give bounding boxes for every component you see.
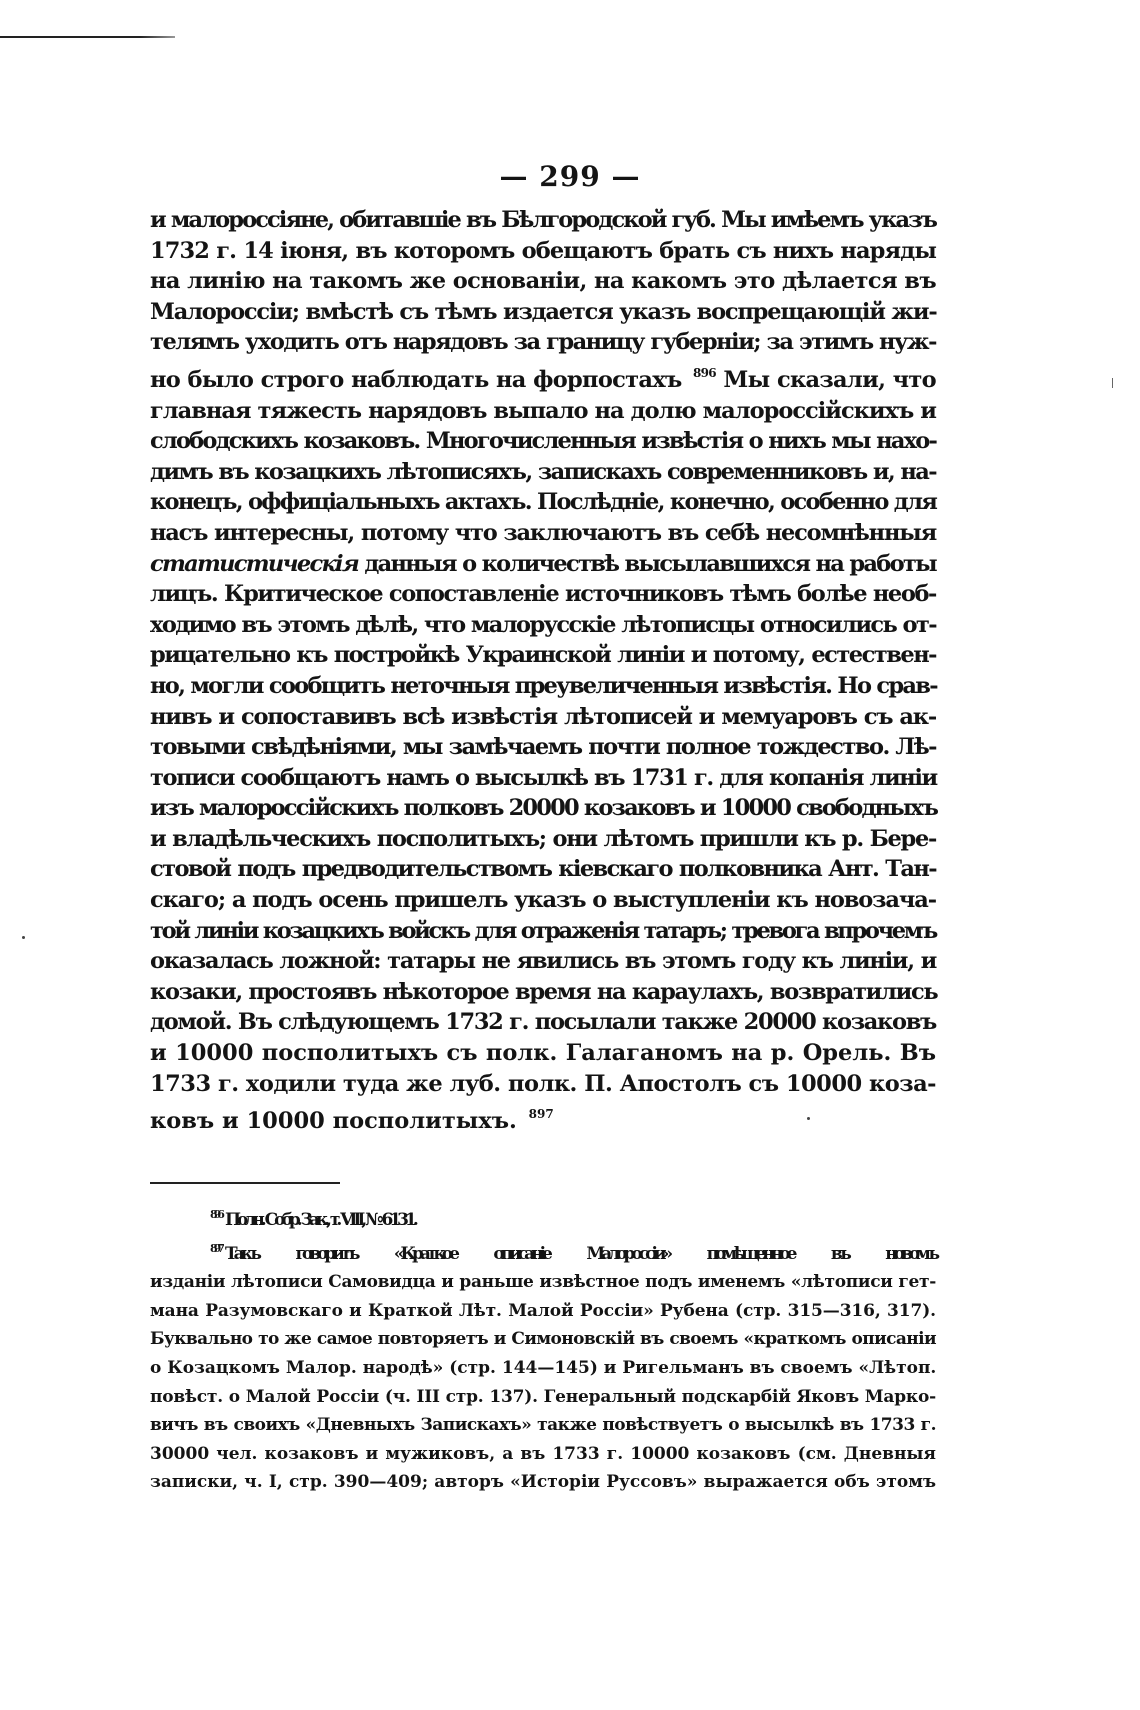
body-line: но, могли сообщить неточныя преувеличенныя извѣстія. Но срав-	[150, 672, 937, 699]
footnote-line: изданіи лѣтописи Самовидца и раньше извѣстное подъ именемъ «лѣтописи гет-	[150, 1272, 936, 1293]
body-line: нивъ и сопоставивъ всѣ извѣстія лѣтописей и мемуаровъ съ ак-	[150, 703, 936, 730]
body-line-last	[150, 1099, 936, 1137]
body-segment: ковъ и 10000 посполитыхъ.	[150, 1108, 517, 1135]
body-line-with-ref	[150, 358, 936, 396]
body-line: димъ въ козацкихъ лѣтописяхъ, запискахъ современниковъ и, на-	[150, 458, 936, 485]
body-line: товыми свѣдѣніями, мы замѣчаемъ почти полное тождество. Лѣ-	[150, 734, 936, 761]
footnote-line: записки, ч. I, стр. 390—409; авторъ «Исторіи Руссовъ» выражается объ этомъ	[150, 1472, 936, 1493]
footnote-line: о Козацкомъ Малор. народѣ» (стр. 144—145) и Ригельманъ въ своемъ «Лѣтоп.	[150, 1357, 937, 1378]
italic-term: статистическія	[150, 550, 359, 577]
body-segment: но было строго наблюдать на форпостахъ	[150, 366, 682, 393]
body-line: скаго; а подъ осень пришелъ указъ о выступленіи къ новозача-	[150, 887, 936, 914]
body-line: 1732 г. 14 іюня, въ которомъ обещаютъ брать съ нихъ наряды	[150, 237, 936, 264]
body-line: стовой подъ предводительствомъ кіевскаго полковника Ант. Тан-	[150, 856, 936, 883]
body-line: слободскихъ козаковъ. Многочисленныя извѣстія о нихъ мы нахо-	[150, 428, 936, 455]
body-segment: Мы сказали, что	[723, 366, 936, 393]
scan-speck	[1112, 378, 1113, 388]
body-line: главная тяжесть нарядовъ выпало на долю малороссійскихъ и	[150, 397, 936, 424]
footnote-line: 30000 чел. козаковъ и мужиковъ, а въ 1733 г. 10000 козаковъ (см. Дневныя	[150, 1443, 936, 1464]
body-line: Малороссіи; вмѣстѣ съ тѣмъ издается указъ воспрещающій жи-	[150, 298, 937, 325]
footnote-line: повѣст. о Малой Россіи (ч. III стр. 137). Генеральный подскарбій Яковъ Марко-	[150, 1386, 936, 1407]
footnote-line: вичъ въ своихъ «Дневныхъ Запискахъ» также повѣствуетъ о высылкѣ въ 1733 г.	[150, 1415, 936, 1436]
body-line: и 10000 посполитыхъ съ полк. Галаганомъ на р. Орель. Въ	[150, 1040, 936, 1067]
body-line: лицъ. Критическое сопоставленіе источниковъ тѣмъ болѣе необ-	[150, 581, 936, 608]
body-line: домой. Въ слѣдующемъ 1732 г. посылали также 20000 козаковъ	[150, 1009, 936, 1036]
footnote-ref-897: 897	[528, 1107, 554, 1122]
page-number: — 299 —	[499, 160, 641, 193]
body-line: конецъ, оффиціальныхъ актахъ. Послѣдніе, конечно, особенно для	[150, 489, 937, 516]
body-line: оказалась ложной: татары не явились въ этомъ году къ линіи, и	[150, 948, 936, 975]
footnote-line: Буквально то же самое повторяетъ и Симоновскій въ своемъ «краткомъ описаніи	[150, 1329, 936, 1350]
body-line: той линіи козацкихъ войскъ для отраженія татаръ; тревога впрочемъ	[150, 917, 936, 944]
footnotes	[150, 1201, 936, 1497]
footnote-separator	[150, 1182, 340, 1184]
body-line: телямъ уходить отъ нарядовъ за границу губерніи; за этимъ нуж-	[150, 329, 936, 356]
body-line: изъ малороссійскихъ полковъ 20000 козаковъ и 10000 свободныхъ	[150, 795, 938, 822]
footnote-mark: 896	[210, 1208, 221, 1221]
footnote-text: Полн. Собр. Зак., т. VIII, № 6131.	[224, 1210, 415, 1230]
footnote-line: мана Разумовскаго и Краткой Лѣт. Малой Россіи» Рубена (стр. 315—316, 317).	[150, 1300, 936, 1321]
body-line: ходимо въ этомъ дѣлѣ, что малорусскіе лѣтописцы относились от-	[150, 611, 936, 638]
body-line: и владѣльческихъ посполитыхъ; они лѣтомъ пришли къ р. Бере-	[150, 825, 936, 852]
body-line: козаки, простоявъ нѣкоторое время на караулахъ, возвратились	[150, 978, 938, 1005]
body-line: на линію на такомъ же основаніи, на какомъ это дѣлается въ	[150, 268, 936, 295]
body-line: насъ интересны, потому что заключаютъ въ себѣ несомнѣнныя	[150, 519, 936, 546]
body-line: тописи сообщаютъ намъ о высылкѣ въ 1731 г. для копанія линіи	[150, 764, 937, 791]
footnote-ref-896: 896	[693, 365, 716, 380]
footnote-mark: 897	[210, 1241, 221, 1255]
body-line-italic-lead	[150, 549, 936, 580]
body-line: и малороссіяне, обитавшіе въ Бѣлгородской губ. Мы имѣемъ указъ	[150, 207, 936, 233]
scan-speck	[22, 936, 25, 939]
body-segment: данныя о количествѣ высылавшихся на работы	[364, 550, 936, 577]
body-line: рицательно къ постройкѣ Украинской линіи и потому, естествен-	[150, 642, 936, 669]
body-text	[150, 205, 936, 1137]
footnote-896	[150, 1201, 936, 1235]
footnote-897	[150, 1235, 936, 1269]
scan-edge-line	[0, 36, 175, 38]
footnote-text: Такъ говоритъ «Краткое описаніе Малороссіи» помѣщенное въ новомъ	[224, 1243, 936, 1264]
body-line: 1733 г. ходили туда же луб. полк. П. Апостолъ съ 10000 коза-	[150, 1070, 936, 1097]
